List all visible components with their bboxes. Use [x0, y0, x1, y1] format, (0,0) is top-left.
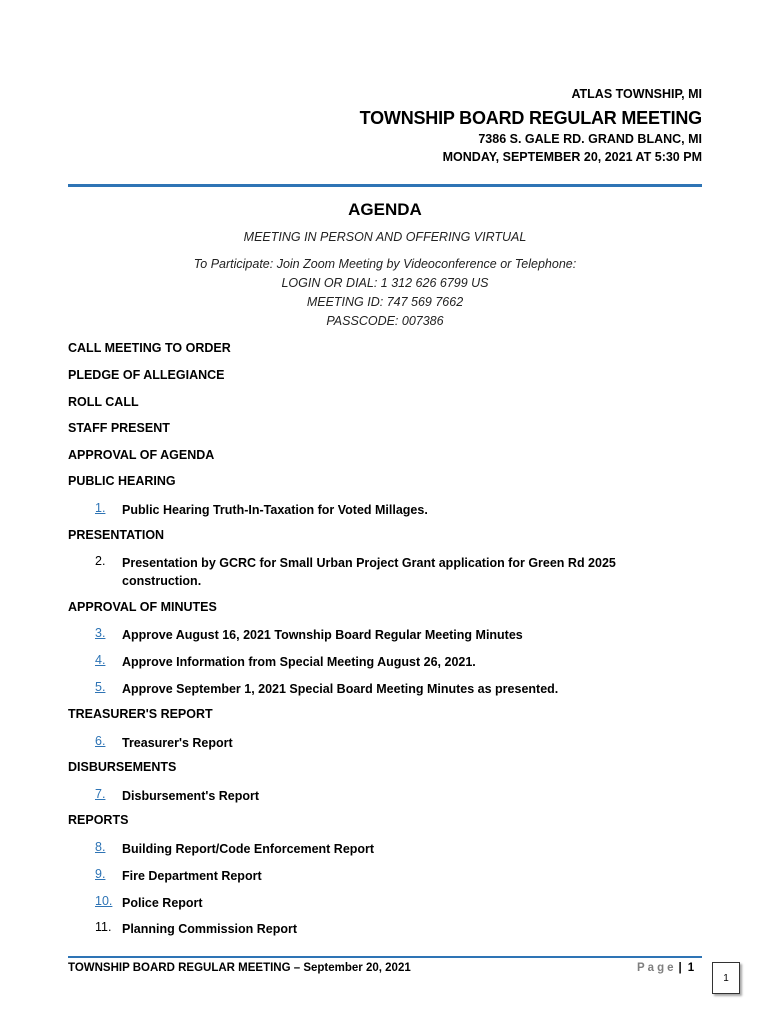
header-title: TOWNSHIP BOARD REGULAR MEETING: [359, 108, 702, 128]
footer-page-number: 1: [687, 962, 695, 974]
footer-separator: |: [678, 962, 682, 974]
item-number: 2.: [95, 554, 106, 568]
item-text: Planning Commission Report: [122, 922, 298, 936]
header-datetime: MONDAY, SEPTEMBER 20, 2021 AT 5:30 PM: [442, 150, 702, 164]
header-location: ATLAS TOWNSHIP, MI: [571, 87, 702, 101]
section-roll-call: ROLL CALL: [68, 395, 139, 409]
item-text: Fire Department Report: [122, 869, 262, 883]
item-number: 11.: [95, 920, 112, 934]
passcode-line: PASSCODE: 007386: [326, 314, 444, 328]
agenda-item: [95, 867, 642, 885]
agenda-item: [95, 894, 642, 912]
section-approval-agenda: APPROVAL OF AGENDA: [68, 448, 215, 462]
section-presentation: PRESENTATION: [68, 528, 165, 542]
item-text: Police Report: [122, 896, 203, 910]
item-link[interactable]: 3.: [95, 626, 106, 640]
agenda-item: [95, 680, 642, 698]
item-link[interactable]: 4.: [95, 653, 106, 667]
agenda-item: [95, 920, 642, 938]
item-text: Approve September 1, 2021 Special Board Meeting Minutes as presented.: [122, 682, 559, 696]
participate-line: To Participate: Join Zoom Meeting by Videoconference or Telephone:: [193, 257, 577, 271]
agenda-item: [95, 653, 642, 671]
item-text: Disbursement's Report: [122, 789, 260, 803]
agenda-title: AGENDA: [348, 200, 422, 219]
item-text: Approve August 16, 2021 Township Board Regular Meeting Minutes: [122, 628, 523, 642]
item-text: Treasurer's Report: [122, 736, 233, 750]
footer-page-word: Page: [637, 962, 677, 974]
item-text: Approve Information from Special Meeting August 26, 2021.: [122, 655, 476, 669]
agenda-item: [95, 501, 642, 519]
item-text: Public Hearing Truth-In-Taxation for Voted Millages.: [122, 503, 428, 517]
agenda-item: [95, 626, 642, 644]
section-treasurer: TREASURER'S REPORT: [68, 707, 213, 721]
agenda-item: [95, 734, 642, 752]
section-call-to-order: CALL MEETING TO ORDER: [68, 341, 231, 355]
header-address: 7386 S. GALE RD. GRAND BLANC, MI: [478, 132, 702, 146]
item-text: Presentation by GCRC for Small Urban Project Grant application for Green Rd 2025 construction.: [122, 556, 616, 588]
agenda-item: [95, 787, 642, 805]
footer-page-label: [637, 962, 694, 974]
section-pledge: PLEDGE OF ALLEGIANCE: [68, 368, 225, 382]
footer-meeting-title: TOWNSHIP BOARD REGULAR MEETING – September 20, 2021: [68, 962, 411, 974]
section-disbursements: DISBURSEMENTS: [68, 760, 177, 774]
item-text: Building Report/Code Enforcement Report: [122, 842, 375, 856]
item-link[interactable]: 7.: [95, 787, 106, 801]
item-link[interactable]: 8.: [95, 840, 106, 854]
section-reports: REPORTS: [68, 813, 129, 827]
agenda-item: [95, 554, 642, 590]
item-link[interactable]: 9.: [95, 867, 106, 881]
meeting-format-line: MEETING IN PERSON AND OFFERING VIRTUAL: [243, 230, 527, 244]
meeting-id-line: MEETING ID: 747 569 7662: [306, 295, 464, 309]
section-approval-minutes: APPROVAL OF MINUTES: [68, 600, 217, 614]
item-link[interactable]: 5.: [95, 680, 106, 694]
item-link[interactable]: 10.: [95, 894, 113, 908]
footer-divider: [68, 956, 702, 958]
item-link[interactable]: 1.: [95, 501, 106, 515]
header-divider: [68, 184, 702, 187]
item-link[interactable]: 6.: [95, 734, 106, 748]
section-staff-present: STAFF PRESENT: [68, 421, 170, 435]
agenda-item: [95, 840, 642, 858]
section-public-hearing: PUBLIC HEARING: [68, 474, 176, 488]
page-number-box: 1: [712, 962, 740, 994]
dial-line: LOGIN OR DIAL: 1 312 626 6799 US: [281, 276, 489, 290]
